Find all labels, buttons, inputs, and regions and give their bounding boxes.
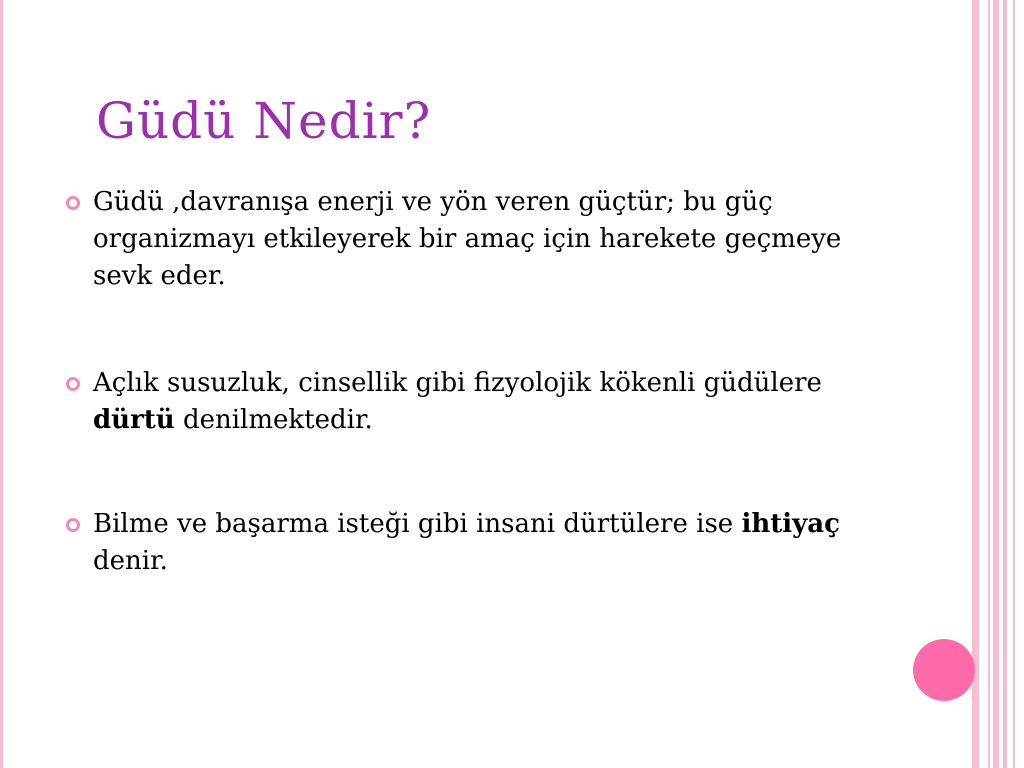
bullet-text-end: denir. (93, 546, 168, 576)
bullet-text-end: denilmektedir. (174, 405, 373, 435)
bullet-bold-text: ihtiyaç (741, 509, 840, 539)
bullet-item (60, 184, 880, 295)
stripe-line (1003, 0, 1007, 768)
ring-bullet-icon (66, 377, 80, 391)
stripe-line (1013, 0, 1015, 768)
bullet-bold-text: dürtü (93, 405, 175, 435)
pink-circle-icon (913, 639, 975, 701)
ring-bullet-icon (66, 196, 80, 210)
slide-title: Güdü Nedir? (96, 92, 432, 150)
right-stripes (975, 0, 1024, 768)
bullet-text: Güdü ,davranışa enerji ve yön veren güçtür; bu güç organizmayı etkileyerek bir amaç için harekete geçmeye sevk eder. (93, 187, 842, 291)
bullet-item (60, 506, 880, 580)
bullet-text: Bilme ve başarma isteği gibi insani dürtülere ise (93, 509, 742, 539)
stripe-line (993, 0, 999, 768)
stripe-line (988, 0, 990, 768)
ring-bullet-icon (66, 518, 80, 532)
bullet-text: Açlık susuzluk, cinsellik gibi fizyolojik kökenli güdülere (93, 368, 822, 398)
bullet-item (60, 365, 880, 439)
stripe-line (975, 0, 979, 768)
bullet-list (60, 184, 880, 580)
